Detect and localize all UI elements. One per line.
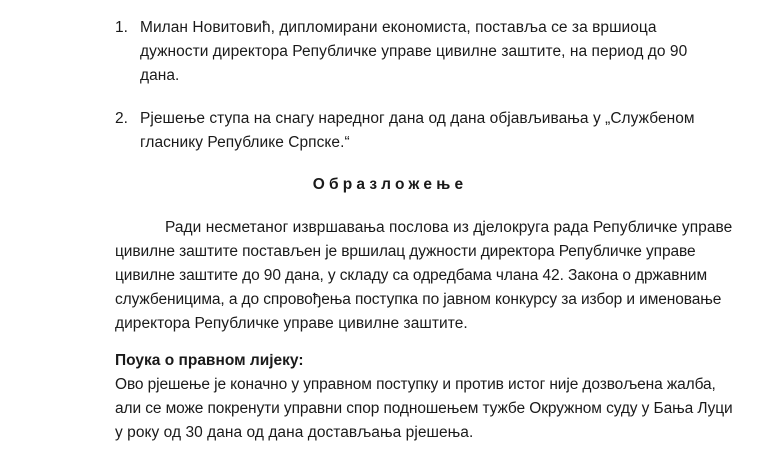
item-1-line-1: Милан Новитовић, дипломирани економиста, поставља се за вршиоца — [140, 19, 657, 36]
explanation-line-2: цивилне заштите постављен је вршилац дужности директора Републичке управе — [115, 243, 696, 260]
item-2-line-2: гласнику Републике Српске.“ — [140, 134, 350, 151]
explanation-line-3: цивилне заштите до 90 дана, у складу са одредбама члана 42. Закона о државним — [115, 267, 708, 284]
legal-remedy-heading: Поука о правном лијеку: — [115, 352, 304, 369]
legal-remedy-line-1: Ово рјешење је коначно у управном поступку и против истог није дозвољена жалба, — [115, 376, 716, 393]
item-1-line-2: дужности директора Републичке управе цивилне заштите, на период до 90 — [140, 43, 688, 60]
item-2-number: 2. — [115, 110, 128, 127]
legal-remedy-line-2: али се може покренути управни спор подношењем тужбе Окружном суду у Бања Луци — [115, 400, 733, 417]
explanation-line-1: Ради несметаног извршавања послова из дјелокруга рада Републичке управе — [165, 219, 733, 236]
legal-remedy-line-3: у року од 30 дана од дана достављања рјешења. — [115, 424, 474, 441]
explanation-line-4: службеницима, а до спровођења поступка по јавном конкурсу за избор и именовање — [115, 291, 722, 308]
item-2-line-1: Рјешење ступа на снагу наредног дана од дана објављивања у „Службеном — [140, 110, 695, 127]
explanation-heading: Образложење — [312, 176, 468, 193]
explanation-line-5: директора Републичке управе цивилне заштите. — [115, 315, 468, 332]
item-1-line-3: дана. — [140, 67, 180, 84]
item-1-number: 1. — [115, 19, 128, 36]
